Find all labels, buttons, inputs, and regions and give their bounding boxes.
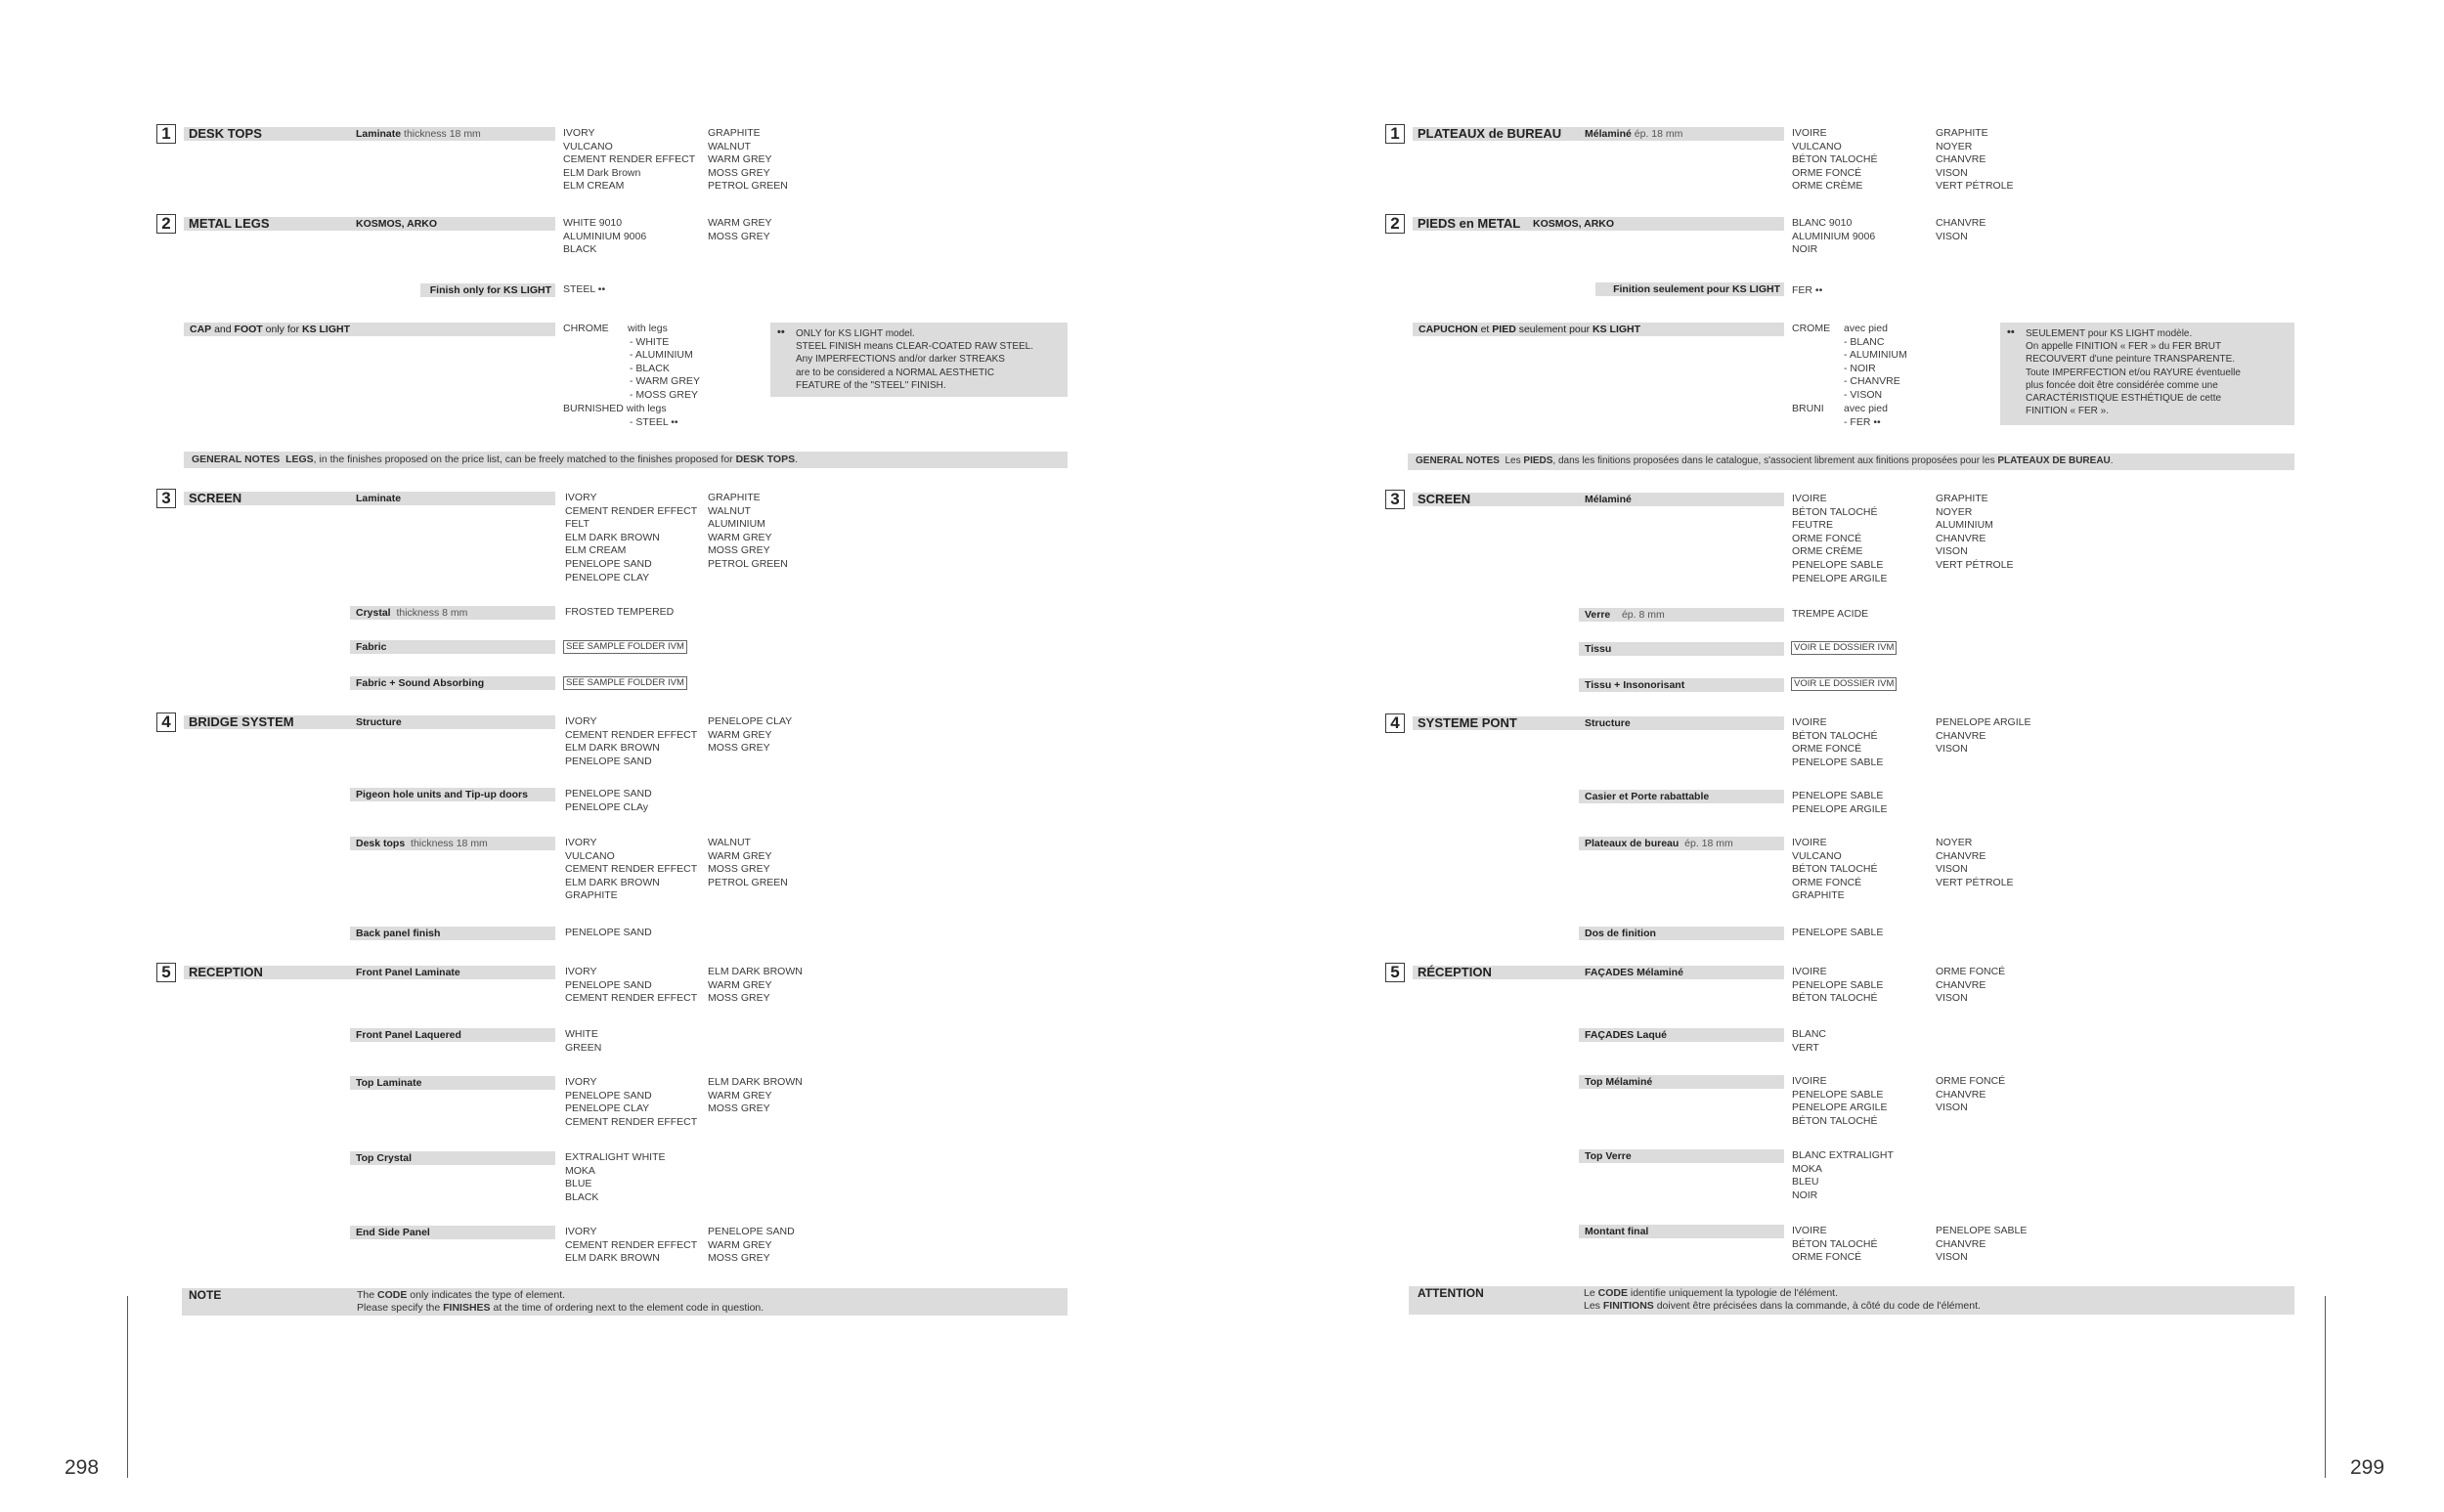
steel-note: •• ONLY for KS LIGHT model. STEEL FINISH means CLEAR-COATED RAW STEEL. Any IMPERFECTIONS and/or darker STREAKS are to be considered a NORMAL AESTHETIC FEATURE of the "STEEL" FINISH. — [770, 323, 1068, 397]
list-item: BLEU — [1792, 1176, 1819, 1188]
section-number: 5 — [1385, 963, 1405, 982]
list-item: BÉTON TALOCHÉ — [1792, 863, 1878, 876]
pigeon-label: Pigeon hole units and Tip-up doors — [356, 789, 528, 800]
list-item: CHANVRE — [1936, 849, 1986, 862]
attention-title: ATTENTION — [1418, 1286, 1484, 1300]
fabric-sound-value: VOIR LE DOSSIER IVM — [1791, 677, 1897, 691]
list-item: ALUMINIUM 9006 — [1792, 230, 1876, 242]
list-item: ELM DARK BROWN — [565, 531, 660, 543]
crystal-value: TREMPE ACIDE — [1792, 608, 1869, 620]
list-item: BÉTON TALOCHÉ — [1792, 992, 1878, 1005]
section-number: 4 — [156, 713, 176, 732]
value-list — [708, 127, 788, 194]
list-item: PENELOPE SAND — [565, 755, 652, 767]
list-item: NOYER — [1936, 837, 1973, 848]
value-list — [565, 715, 697, 768]
list-item: BÉTON TALOCHÉ — [1792, 729, 1878, 742]
list-item: WHITE 9010 — [563, 217, 623, 229]
section-number: 5 — [156, 963, 176, 982]
list-item: GRAPHITE — [1792, 889, 1845, 902]
value-list — [565, 1076, 697, 1129]
list-item: CEMENT RENDER EFFECT — [565, 863, 698, 876]
list-item: VERT PÉTROLE — [1936, 876, 2014, 888]
finish-only-value: STEEL •• — [563, 283, 606, 295]
list-item: CEMENT RENDER EFFECT — [565, 1238, 698, 1251]
list-item: PENELOPE ARGILE — [1792, 802, 1888, 815]
burnished-label: BURNISHED with legs — [563, 403, 667, 414]
crystal-value: FROSTED TEMPERED — [565, 606, 675, 618]
value-list — [1936, 127, 2014, 194]
back-value: PENELOPE SAND — [565, 927, 652, 938]
list-item: VISON — [1936, 1251, 1968, 1264]
list-item: MOSS GREY — [708, 742, 770, 755]
list-item: CARACTÉRISTIQUE ESTHÉTIQUE de cette — [2026, 393, 2222, 405]
toplam-label: Top Mélaminé — [1585, 1076, 1653, 1088]
list-item: EXTRALIGHT WHITE — [565, 1151, 666, 1163]
burnished-items — [1844, 416, 1881, 430]
list-item: VULCANO — [1792, 849, 1842, 862]
topcry-label: Top Crystal — [356, 1152, 412, 1164]
list-item: BÉTON TALOCHÉ — [1792, 505, 1878, 518]
list-item: NOIR — [1792, 243, 1818, 256]
value-list — [565, 1028, 601, 1055]
page-number: 299 — [2350, 1456, 2385, 1479]
list-item: MOSS GREY — [708, 1252, 770, 1265]
list-item: NOYER — [1936, 140, 1973, 152]
list-item: IVOIRE — [1792, 1225, 1827, 1236]
finish-label: Front Panel Laminate — [356, 967, 460, 978]
list-item: On appelle FINITION « FER » du FER BRUT — [2026, 341, 2222, 353]
general-notes: GENERAL NOTES LEGS, in the finishes proposed on the price list, can be freely matched to the finishes proposed for DESK TOPS. — [184, 452, 1068, 468]
list-item: IVOIRE — [1792, 127, 1827, 139]
section-title: BRIDGE SYSTEM — [189, 714, 294, 729]
back-value: PENELOPE SABLE — [1792, 927, 1884, 938]
list-item: ORME FONCÉ — [1792, 876, 1862, 888]
list-item: PENELOPE SABLE — [1792, 1088, 1884, 1101]
list-item: WARM GREY — [708, 728, 772, 741]
list-item: WALNUT — [708, 140, 751, 152]
list-item: MOKA — [565, 1164, 595, 1177]
list-item: CHANVRE — [1936, 729, 1986, 742]
section-title: SCREEN — [1418, 492, 1471, 506]
list-item: ORME FONCÉ — [1792, 743, 1862, 756]
list-item: WARM GREY — [708, 153, 772, 166]
list-item: IVOIRE — [1792, 966, 1827, 977]
list-item: VULCANO — [565, 849, 615, 862]
desk-label: Desk tops thickness 18 mm — [356, 838, 488, 849]
endside-label: End Side Panel — [356, 1227, 430, 1238]
attention-text: Le CODE identifie uniquement la typologie de l'élément. Les FINITIONS doivent être précisées dans la commande, à côté du code de l'élément. — [1584, 1287, 1981, 1312]
note-title: NOTE — [189, 1288, 222, 1302]
list-item: WARM GREY — [708, 531, 772, 543]
value-list — [708, 966, 803, 1006]
list-item: PENELOPE SABLE — [1792, 978, 1884, 991]
list-item: PENELOPE SAND — [708, 1226, 795, 1237]
crystal-label: Crystal thickness 8 mm — [356, 607, 468, 619]
list-item: PENELOPE SAND — [565, 1089, 652, 1102]
list-item: CHANVRE — [1936, 532, 1986, 544]
section-title: PIEDS en METAL — [1418, 216, 1521, 231]
general-notes: GENERAL NOTES Les PIEDS, dans les finitions proposées dans le catalogue, s'associent librement aux finitions proposées pour les PLATEAUX DE BUREAU. — [1408, 454, 2294, 470]
list-item: PENELOPE ARGILE — [1792, 1102, 1888, 1114]
value-list — [1792, 1149, 1894, 1202]
list-item: PETROL GREEN — [708, 876, 788, 888]
fabric-sound-label: Fabric + Sound Absorbing — [356, 677, 485, 689]
value-list — [1792, 1028, 1826, 1055]
list-item: BLANC 9010 — [1792, 217, 1853, 229]
list-item: CEMENT RENDER EFFECT — [565, 504, 698, 517]
value-list — [563, 127, 695, 194]
list-item: BÉTON TALOCHÉ — [1792, 1114, 1878, 1127]
list-item: VISON — [1936, 1102, 1968, 1114]
section-title: RECEPTION — [189, 965, 263, 979]
value-list — [1936, 493, 2014, 573]
list-item: BLANC — [1792, 1028, 1827, 1040]
list-item: - WHITE — [630, 335, 670, 348]
list-item: PENELOPE ARGILE — [1936, 716, 2031, 728]
list-item: - CHANVRE — [1844, 375, 1900, 388]
list-item: WHITE — [565, 1028, 598, 1040]
list-item: FEATURE of the "STEEL" FINISH. — [796, 379, 946, 391]
finish-only-label: Finish only for KS LIGHT — [429, 284, 551, 296]
list-item: VISON — [1936, 992, 1968, 1005]
section-number: 4 — [1385, 713, 1405, 733]
list-item: STEEL FINISH means CLEAR-COATED RAW STEEL. — [796, 341, 1034, 353]
list-item: CHANVRE — [1936, 1088, 1986, 1101]
list-item: ORME FONCÉ — [1936, 1075, 2006, 1087]
list-item: WARM GREY — [708, 217, 772, 229]
list-item: - WARM GREY — [630, 375, 700, 388]
list-item: MOKA — [1792, 1162, 1822, 1175]
burnished-label: BRUNI — [1792, 403, 1824, 414]
pigeon-label: Casier et Porte rabattable — [1585, 791, 1710, 802]
list-item: FINITION « FER ». — [2026, 406, 2110, 417]
list-item: ELM DARK BROWN — [565, 1252, 660, 1265]
topcry-label: Top Verre — [1585, 1150, 1632, 1162]
list-item: CEMENT RENDER EFFECT — [565, 992, 698, 1005]
chrome-with: with legs — [628, 323, 668, 334]
value-list — [1792, 127, 1878, 194]
list-item: WARM GREY — [708, 978, 772, 991]
fabric-sound-label: Tissu + Insonorisant — [1585, 679, 1685, 691]
list-item: - FER •• — [1844, 415, 1881, 428]
list-item: PENELOPE CLAY — [565, 571, 650, 583]
list-item: PENELOPE ARGILE — [1792, 572, 1888, 584]
list-item: MOSS GREY — [708, 1102, 770, 1115]
list-item: - NOIR — [1844, 362, 1876, 374]
fabric-sound-value: SEE SAMPLE FOLDER IVM — [563, 676, 687, 690]
list-item: VISON — [1936, 743, 1968, 756]
value-list — [708, 217, 772, 243]
list-item: VERT PÉTROLE — [1936, 558, 2014, 571]
list-item: ALUMINIUM — [708, 518, 765, 531]
list-item: - BLACK — [630, 362, 670, 374]
list-item: PETROL GREEN — [708, 557, 788, 570]
list-item: IVORY — [563, 127, 595, 139]
list-item: WARM GREY — [708, 849, 772, 862]
list-item: ELM CREAM — [563, 180, 625, 193]
value-list — [708, 837, 788, 889]
section-title: METAL LEGS — [189, 216, 270, 231]
page-rule — [2325, 1296, 2326, 1478]
list-item: CEMENT RENDER EFFECT — [563, 153, 696, 166]
list-item: PENELOPE SABLE — [1792, 558, 1884, 571]
finish-only-label: Finition seulement pour KS LIGHT — [1613, 283, 1780, 295]
list-item: GRAPHITE — [1936, 127, 1988, 139]
finish-label: KOSMOS, ARKO — [1533, 218, 1615, 230]
list-item: BÉTON TALOCHÉ — [1792, 1237, 1878, 1250]
value-list — [1936, 217, 1986, 243]
list-item: ELM Dark Brown — [563, 166, 641, 179]
list-item: VISON — [1936, 166, 1968, 179]
list-item: BÉTON TALOCHÉ — [1792, 153, 1878, 166]
list-item: GRAPHITE — [1936, 493, 1988, 504]
list-item: VULCANO — [563, 140, 613, 152]
list-item: IVORY — [565, 1226, 597, 1237]
finish-label: Laminate — [356, 493, 402, 504]
list-item: ORME FONCÉ — [1792, 532, 1862, 544]
value-list — [565, 1226, 697, 1266]
finish-label: Structure — [356, 716, 402, 728]
fabric-label: Fabric — [356, 641, 387, 653]
value-list — [708, 715, 792, 756]
list-item: BLANC EXTRALIGHT — [1792, 1149, 1894, 1161]
list-item: ELM DARK BROWN — [565, 742, 660, 755]
cap-label: CAPUCHON et PIED seulement pour KS LIGHT — [1418, 324, 1641, 335]
list-item: GRAPHITE — [565, 889, 618, 902]
value-list — [565, 837, 697, 903]
list-item: - MOSS GREY — [630, 388, 699, 401]
section-title: PLATEAUX de BUREAU — [1418, 126, 1562, 141]
list-item: CEMENT RENDER EFFECT — [565, 728, 698, 741]
list-item: Toute IMPERFECTION et/ou RAYURE éventuelle — [2026, 367, 2241, 378]
list-item: SEULEMENT pour KS LIGHT modèle. — [2026, 328, 2193, 339]
list-item: IVORY — [565, 1076, 597, 1088]
chrome-label: CROME — [1792, 323, 1831, 334]
list-item: MOSS GREY — [708, 230, 770, 242]
list-item: CEMENT RENDER EFFECT — [565, 1115, 698, 1128]
list-item: PENELOPE SAND — [565, 788, 652, 799]
finish-label: Mélaminé ép. 18 mm — [1585, 128, 1683, 140]
section-title: SCREEN — [189, 491, 242, 505]
list-item: MOSS GREY — [708, 166, 770, 179]
value-list — [1792, 790, 1887, 816]
list-item: PENELOPE SABLE — [1792, 756, 1884, 768]
chrome-label: CHROME — [563, 323, 609, 334]
value-list — [1936, 716, 2030, 756]
list-item: GRAPHITE — [708, 127, 761, 139]
list-item: CHANVRE — [1936, 153, 1986, 166]
list-item: PENELOPE CLAy — [565, 800, 649, 813]
value-list — [1792, 837, 1878, 903]
back-label: Back panel finish — [356, 928, 441, 939]
list-item: IVOIRE — [1792, 716, 1827, 728]
endside-label: Montant final — [1585, 1226, 1649, 1237]
fer-note-lines — [2026, 327, 2289, 417]
list-item: plus foncée doit être considérée comme une — [2026, 379, 2218, 391]
value-list — [1936, 837, 2014, 889]
value-list — [565, 966, 697, 1006]
value-list — [1792, 1075, 1887, 1128]
section-number: 3 — [1385, 490, 1405, 509]
value-list — [1792, 716, 1883, 769]
list-item: VISON — [1936, 545, 1968, 558]
lacq-label: Front Panel Laquered — [356, 1029, 461, 1041]
list-item: CHANVRE — [1936, 978, 1986, 991]
chrome-with: avec pied — [1844, 323, 1888, 334]
list-item: MOSS GREY — [708, 863, 770, 876]
list-item: WALNUT — [708, 504, 751, 517]
value-list — [565, 492, 697, 584]
section-title: SYSTEME PONT — [1418, 715, 1517, 730]
chrome-items — [630, 336, 700, 403]
section-number: 3 — [156, 489, 176, 508]
note-text: The CODE only indicates the type of element. Please specify the FINISHES at the time of ordering next to the element code in question. — [357, 1289, 764, 1314]
cap-label: CAP and FOOT only for KS LIGHT — [190, 324, 350, 335]
back-label: Dos de finition — [1585, 928, 1656, 939]
list-item: PENELOPE CLAY — [565, 1102, 650, 1115]
list-item: MOSS GREY — [708, 544, 770, 557]
steel-note-lines — [796, 327, 1062, 392]
list-item: PETROL GREEN — [708, 180, 788, 193]
section-number: 1 — [156, 124, 176, 144]
list-item: ORME CRÈME — [1792, 180, 1863, 193]
finish-label: Structure — [1585, 717, 1631, 729]
burnished-items — [630, 416, 678, 430]
list-item: ORME FONCÉ — [1792, 166, 1862, 179]
lacq-label: FAÇADES Laqué — [1585, 1029, 1668, 1041]
list-item: IVORY — [565, 966, 597, 977]
value-list — [1792, 217, 1875, 257]
list-item: ORME FONCÉ — [1792, 1251, 1862, 1264]
list-item: ORME CRÈME — [1792, 545, 1863, 558]
finish-only-value: FER •• — [1792, 284, 1823, 296]
list-item: IVOIRE — [1792, 1075, 1827, 1087]
fabric-value: SEE SAMPLE FOLDER IVM — [563, 640, 687, 654]
page-rule — [127, 1296, 128, 1478]
list-item: IVOIRE — [1792, 493, 1827, 504]
burnished-with: avec pied — [1844, 403, 1888, 414]
value-list — [1936, 1075, 2005, 1115]
toplam-label: Top Laminate — [356, 1077, 422, 1089]
list-item: WALNUT — [708, 837, 751, 848]
list-item: BLACK — [565, 1190, 599, 1203]
list-item: - BLANC — [1844, 335, 1885, 348]
list-item: - STEEL •• — [630, 415, 678, 428]
value-list — [565, 1151, 665, 1204]
chrome-items — [1844, 336, 1907, 403]
list-item: FELT — [565, 518, 589, 531]
list-item: ALUMINIUM 9006 — [563, 230, 647, 242]
section-title: RÉCEPTION — [1418, 965, 1492, 979]
list-item: IVORY — [565, 715, 597, 727]
list-item: ELM DARK BROWN — [565, 876, 660, 888]
section-number: 2 — [156, 214, 176, 234]
value-list — [708, 492, 788, 572]
list-item: are to be considered a NORMAL AESTHETIC — [796, 367, 995, 378]
list-item: PENELOPE SAND — [565, 978, 652, 991]
section-title: DESK TOPS — [189, 126, 262, 141]
list-item: FEUTRE — [1792, 519, 1833, 532]
fabric-label: Tissu — [1585, 643, 1612, 655]
list-item: BLACK — [563, 243, 597, 256]
value-list — [1792, 493, 1887, 585]
list-item: BLUE — [565, 1178, 592, 1190]
fer-note: •• SEULEMENT pour KS LIGHT modèle. On appelle FINITION « FER » du FER BRUT RECOUVERT d'une peinture TRANSPARENTE. Toute IMPERFECTION et/ou RAYURE éventuelle plus foncée doit être considérée comme une CARACTÉRISTIQUE ESTHÉTIQUE de cette FINITION « FER ». — [2000, 323, 2294, 425]
list-item: MOSS GREY — [708, 992, 770, 1005]
value-list — [1936, 966, 2005, 1006]
list-item: VERT PÉTROLE — [1936, 180, 2014, 193]
list-item: NOIR — [1792, 1188, 1818, 1201]
finish-label: Laminate thickness 18 mm — [356, 128, 481, 140]
page-number: 298 — [65, 1456, 100, 1479]
list-item: ALUMINIUM — [1936, 519, 1993, 532]
value-list — [1792, 1225, 1878, 1265]
list-item: IVORY — [565, 492, 597, 503]
list-item: NOYER — [1936, 505, 1973, 518]
finish-label: FAÇADES Mélaminé — [1585, 967, 1683, 978]
list-item: GRAPHITE — [708, 492, 761, 503]
list-item: IVOIRE — [1792, 837, 1827, 848]
list-item: VISON — [1936, 863, 1968, 876]
list-item: VERT — [1792, 1041, 1819, 1054]
finish-label: KOSMOS, ARKO — [356, 218, 438, 230]
section-number: 1 — [1385, 124, 1405, 144]
list-item: PENELOPE SABLE — [1792, 790, 1884, 801]
fabric-value: VOIR LE DOSSIER IVM — [1791, 641, 1897, 655]
list-item: RECOUVERT d'une peinture TRANSPARENTE. — [2026, 354, 2236, 366]
list-item: - ALUMINIUM — [1844, 349, 1907, 362]
list-item: ELM DARK BROWN — [708, 966, 803, 977]
list-item: ORME FONCÉ — [1936, 966, 2006, 977]
list-item: WARM GREY — [708, 1238, 772, 1251]
list-item: WARM GREY — [708, 1089, 772, 1102]
list-item: ELM DARK BROWN — [708, 1076, 803, 1088]
list-item: - ALUMINIUM — [630, 349, 693, 362]
list-item: Any IMPERFECTIONS and/or darker STREAKS — [796, 354, 1005, 366]
list-item: VISON — [1936, 230, 1968, 242]
list-item: ELM CREAM — [565, 544, 627, 557]
list-item: - VISON — [1844, 388, 1883, 401]
value-list — [708, 1226, 795, 1266]
list-item: PENELOPE SAND — [565, 557, 652, 570]
list-item: GREEN — [565, 1041, 602, 1054]
list-item: CHANVRE — [1936, 1237, 1986, 1250]
list-item: ONLY for KS LIGHT model. — [796, 328, 915, 339]
value-list — [565, 788, 652, 814]
list-item: CHANVRE — [1936, 217, 1986, 229]
finish-label: Mélaminé — [1585, 494, 1632, 505]
value-list — [563, 217, 646, 257]
value-list — [1936, 1225, 2027, 1265]
value-list — [1792, 966, 1883, 1006]
list-item: PENELOPE CLAY — [708, 715, 793, 727]
list-item: PENELOPE SABLE — [1936, 1225, 2028, 1236]
desk-label: Plateaux de bureau ép. 18 mm — [1585, 838, 1733, 849]
section-number: 2 — [1385, 214, 1405, 234]
crystal-label: Verre ép. 8 mm — [1585, 609, 1665, 621]
list-item: IVORY — [565, 837, 597, 848]
value-list — [708, 1076, 803, 1116]
list-item: VULCANO — [1792, 140, 1842, 152]
